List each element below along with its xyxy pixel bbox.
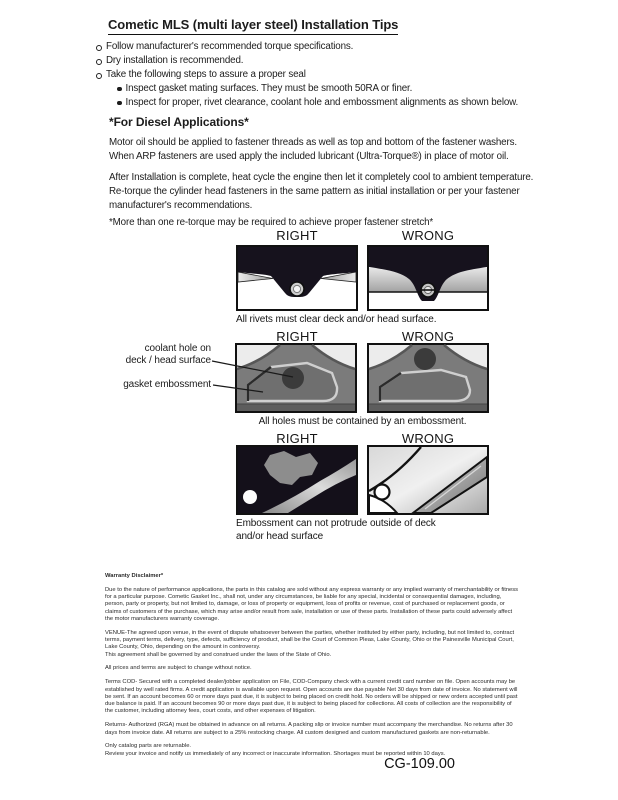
circle-bullet-icon xyxy=(96,45,102,51)
warranty-paragraph: Returns- Authorized (RGA) must be obtained in advance on all returns. A packing slip or invoice number must accompany the merchandise. No returns after 30 days from invoice date. All returns are subject to a 25% restocking charge. All custom designed and custom manufactured gaskets are non-returnable. xyxy=(105,722,513,736)
warranty-paragraph: All prices and terms are subject to change without notice. xyxy=(105,665,252,672)
rivet-clearance-wrong-diagram xyxy=(367,245,489,311)
embossment-wrong-diagram xyxy=(367,445,489,515)
warranty-paragraph: VENUE-The agreed upon venue, in the event of dispute whatsoever between the parties, whether instituted by either party, including, but not limited to, contract terms, payment terms, delivery, type, defects, sufficiency of product, shall be the Court of Common Pleas, Lake County, Ohio or the Painesville Municipal Court, Lake County, Ohio, depending on the amount in controversy. xyxy=(105,629,515,651)
gasket-embossment-annotation: gasket embossment xyxy=(123,379,211,390)
page-title: Cometic MLS (multi layer steel) Installation Tips xyxy=(108,17,398,35)
warranty-paragraph: Only catalog parts are returnable. xyxy=(105,743,192,750)
list-item xyxy=(96,54,540,68)
tip-text: Inspect gasket mating surfaces. They must be smooth 50RA or finer. xyxy=(125,83,413,94)
warranty-paragraph: This agreement shall be governed by and construed under the laws of the State of Ohio. xyxy=(105,651,332,658)
warranty-paragraph: Due to the nature of performance applications, the parts in this catalog are sold without any express warranty or any implied warranty of merchantability or fitness for a particular purpose. Cometic Gasket Inc., shall not, under any circumstances, be liable for any special, incidental or consequential damages, including, person, party or property, but not limited to, damage, or loss of property or equipment, loss of profits or revenue, cost of purchased or replacement goods, or claims of customers of the purchase, which may arise and/or result from sale, installation or use of these parts. Installation of these parts could adversely affect the motor manufacturers warranty coverage. xyxy=(105,586,519,622)
circle-bullet-icon xyxy=(96,73,102,79)
row1-right-label: RIGHT xyxy=(276,228,318,243)
tip-text: Take the following steps to assure a proper seal xyxy=(106,69,306,80)
diesel-paragraph-2: After Installation is complete, heat cycle the engine then let it completely cool to ambient temperature. Re-torque the cylinder head fasteners in the same pattern as initial installation or per your fastener manufacturer's recommendations. xyxy=(109,172,534,211)
row1-wrong-label: WRONG xyxy=(401,228,455,243)
warranty-disclaimer xyxy=(105,573,519,764)
row2-wrong-label: WRONG xyxy=(401,329,455,344)
installation-tips-list xyxy=(96,40,540,110)
warranty-paragraph: Review your invoice and notify us immediately of any incorrect or inaccurate information. Shortages must be reported within 10 days. xyxy=(105,750,446,757)
row2-right-label: RIGHT xyxy=(276,329,318,344)
list-item xyxy=(96,68,540,82)
row3-caption: Embossment can not protrude outside of deck and/or head surface xyxy=(236,518,436,542)
list-item xyxy=(117,96,540,110)
coolant-hole-right-diagram xyxy=(235,343,357,413)
row1-caption: All rivets must clear deck and/or head surface. xyxy=(236,314,437,325)
tip-text: Dry installation is recommended. xyxy=(106,55,244,66)
warranty-paragraph: Terms COD- Secured with a completed dealer/jobber application on File, COD-Company check with a current credit card number on file. Open accounts may be established by well rated firms. A credit application is available upon request. Open accounts are due payable Net 30 days from date of invoice. No statement will be sent. If an account becomes 60 or more days past due, it is subject to being placed on credit hold. No orders will be shipped or new orders accepted until past due balance is paid. If an account becomes 90 or more days past due, it is subject to being placed for collections. All costs of collection are the responsibility of the customer, including attorney fees, court costs, and other expenses of litigation. xyxy=(105,679,518,715)
warranty-heading: Warranty Disclaimer* xyxy=(105,573,164,579)
embossment-right-diagram xyxy=(236,445,358,515)
row3-wrong-label: WRONG xyxy=(401,431,455,446)
list-item xyxy=(96,40,540,54)
rivet-clearance-right-diagram xyxy=(236,245,358,311)
coolant-hole-annotation: coolant hole on deck / head surface xyxy=(125,343,211,366)
row2-caption: All holes must be contained by an embossment. xyxy=(258,416,467,427)
page-number: CG-109.00 xyxy=(384,756,455,772)
list-item xyxy=(117,82,540,96)
coolant-hole-wrong-diagram xyxy=(367,343,489,413)
dot-bullet-icon xyxy=(117,87,122,92)
retorque-footnote: *More than one re-torque may be required to achieve proper fastener stretch* xyxy=(109,217,434,228)
tip-text: Inspect for proper, rivet clearance, coolant hole and embossment alignments as shown below. xyxy=(125,97,519,108)
circle-bullet-icon xyxy=(96,59,102,65)
row3-right-label: RIGHT xyxy=(276,431,318,446)
diesel-applications-heading: *For Diesel Applications* xyxy=(109,115,249,129)
diesel-paragraph-1: Motor oil should be applied to fastener threads as well as top and bottom of the fastener washers. When ARP fasteners are used apply the included lubricant (Ultra-Torque®) in place of motor oil. xyxy=(109,137,517,162)
dot-bullet-icon xyxy=(117,101,122,106)
tip-text: Follow manufacturer's recommended torque specifications. xyxy=(106,41,354,52)
